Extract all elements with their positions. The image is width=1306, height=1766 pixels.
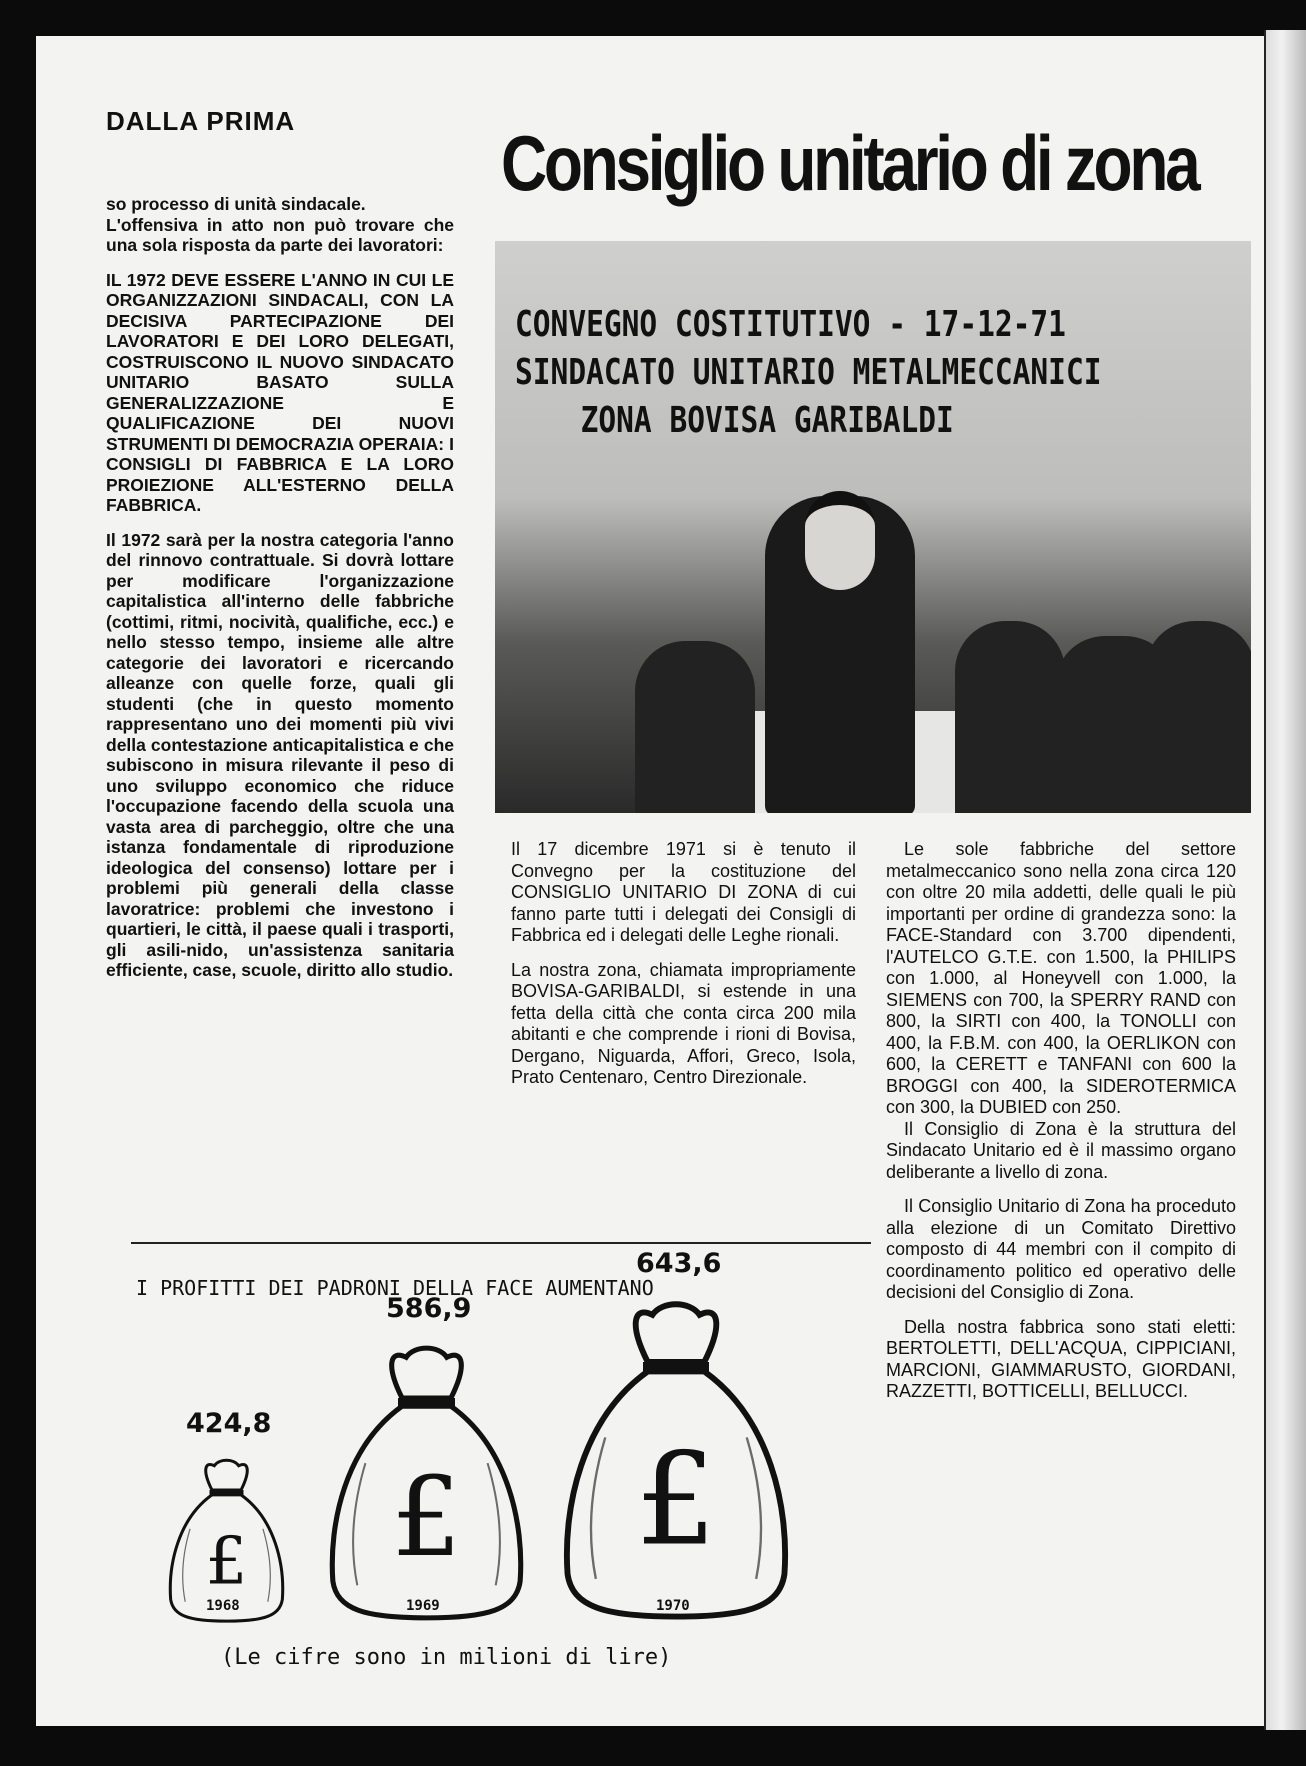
speaker-head: [805, 491, 875, 590]
magazine-page: [36, 36, 1266, 1726]
year-label-1969: 1969: [406, 1598, 440, 1614]
middle-column: [511, 839, 856, 1102]
money-bag-1970: [556, 1296, 796, 1626]
figure-divider: [131, 1242, 871, 1244]
middle-paragraph-1: Il 17 dicembre 1971 si è tenuto il Convegno per la costituzione del CONSIGLIO UNITARIO DI ZONA di cui fanno parte tutti i delegati dei Consigli di Fabbrica ed i delegati delle Leghe rionali.: [511, 839, 856, 945]
value-label-1968: 424,8: [186, 1408, 272, 1439]
value-label-1970: 643,6: [636, 1248, 722, 1279]
photo-banner: [515, 301, 1102, 445]
seated-person: [955, 621, 1065, 813]
seated-person: [635, 641, 755, 813]
meeting-photo: [495, 241, 1251, 813]
year-label-1970: 1970: [656, 1598, 690, 1614]
right-paragraph-3: Il Consiglio Unitario di Zona ha proceduto alla elezione di un Comitato Direttivo composto di 44 membri con il compito di coordinamento politico ed operativo delle decisioni del Consiglio di Zona.: [886, 1196, 1236, 1302]
chart-caption: (Le cifre sono in milioni di lire): [221, 1645, 672, 1670]
left-paragraph-4: Il 1972 sarà per la nostra categoria l'anno del rinnovo contrattuale. Si dovrà lottare per modificare l'organizzazione capitalistica all'interno delle fabbriche (cottimi, ritmi, nocività, qualifiche, ecc.) e nello stesso tempo, insieme alle altre categorie dei lavoratori e ricercando alleanze con quelle forze, quali gli studenti (che in questo momento rappresentano uno dei momenti più vivi della contestazione anticapitalistica e che subiscono in misura rilevante il peso di uno sviluppo economico che riduce l'occupazione facendo della scuola una vasta area di parcheggio, oltre che una istanza fondamentale di riproduzione ideologica del consenso) lottare per i problemi più generali della classe lavoratrice: problemi che investono i quartieri, le città, il paese quali i trasporti, gli asili-nido, un'assistenza sanitaria efficiente, case, scuole, diritto allo studio.: [106, 529, 454, 980]
right-paragraph-2: Il Consiglio di Zona è la struttura del Sindacato Unitario ed è il massimo organo deliberante a livello di zona.: [886, 1118, 1236, 1182]
banner-line-3: ZONA BOVISA GARIBALDI: [580, 400, 954, 441]
middle-paragraph-2: La nostra zona, chiamata impropriamente BOVISA-GARIBALDI, si estende in una fetta della città che conta circa 200 mila abitanti e che comprende i rioni di Bovisa, Dergano, Niguarda, Affori, Greco, Isola, Prato Centenaro, Centro Direzionale.: [511, 959, 856, 1087]
banner-line-2: SINDACATO UNITARIO METALMECCANICI: [515, 352, 1102, 393]
value-label-1969: 586,9: [386, 1293, 472, 1324]
left-paragraph-1: so processo di unità sindacale.: [106, 194, 366, 214]
left-paragraph-2: L'offensiva in atto non può trovare che una sola risposta da parte dei lavoratori:: [106, 214, 454, 255]
right-paragraph-4: Della nostra fabbrica sono stati eletti: BERTOLETTI, DELL'ACQUA, CIPPICIANI, MARCIONI, GIAMMARUSTO, GIORDANI, RAZZETTI, BOTTICELLI, BELLUCCI.: [886, 1316, 1236, 1401]
seated-person: [1145, 621, 1251, 813]
money-bag-1969: [323, 1341, 530, 1626]
right-paragraph-1: Le sole fabbriche del settore metalmeccanico sono nella zona circa 120 con oltre 20 mila addetti, delle quali le più importanti per ordine di grandezza sono: la FACE-Standard con 3.700 dipendenti, l'AUTELCO G.T.E. con 1.500, la PHILIPS con 1.000, al Honeyvell con 1.000, la SIEMENS con 700, la SPERRY RAND con 800, la SIRTI con 400, la TONOLLI con 400, la F.B.M. con 400, la OERLIKON con 600, la CERETT e TANFANI con 600 la BROGGI con 400, la SIDEROTERMICA con 300, la DUBIED con 250.: [886, 839, 1236, 1117]
banner-line-1: CONVEGNO COSTITUTIVO - 17-12-71: [515, 304, 1066, 345]
year-label-1968: 1968: [206, 1598, 240, 1614]
svg-text:£: £: [635, 1426, 717, 1575]
left-column: [106, 194, 454, 995]
right-column: [886, 839, 1236, 1416]
left-paragraph-caps: IL 1972 DEVE ESSERE L'ANNO IN CUI LE ORGANIZZAZIONI SINDACALI, CON LA DECISIVA PARTECIPAZIONE DEI LAVORATORI E DEI LORO DELEGATI, COSTRUISCONO IL NUOVO SINDACATO UNITARIO BASATO SULLA GENERALIZZAZIONE E QUALIFICAZIONE DEI NUOVI STRUMENTI DI DEMOCRAZIA OPERAIA: I CONSIGLI DI FABBRICA E LA LORO PROIEZIONE ALL'ESTERNO DELLA FABBRICA.: [106, 269, 454, 515]
chart-title: I PROFITTI DEI PADRONI DELLA FACE AUMENTANO: [136, 1276, 654, 1300]
adjacent-page-edge: [1264, 30, 1306, 1730]
svg-text:£: £: [391, 1452, 461, 1581]
headline: Consiglio unitario di zona: [501, 119, 1198, 207]
svg-text:£: £: [205, 1523, 247, 1600]
section-kicker: DALLA PRIMA: [106, 106, 296, 136]
